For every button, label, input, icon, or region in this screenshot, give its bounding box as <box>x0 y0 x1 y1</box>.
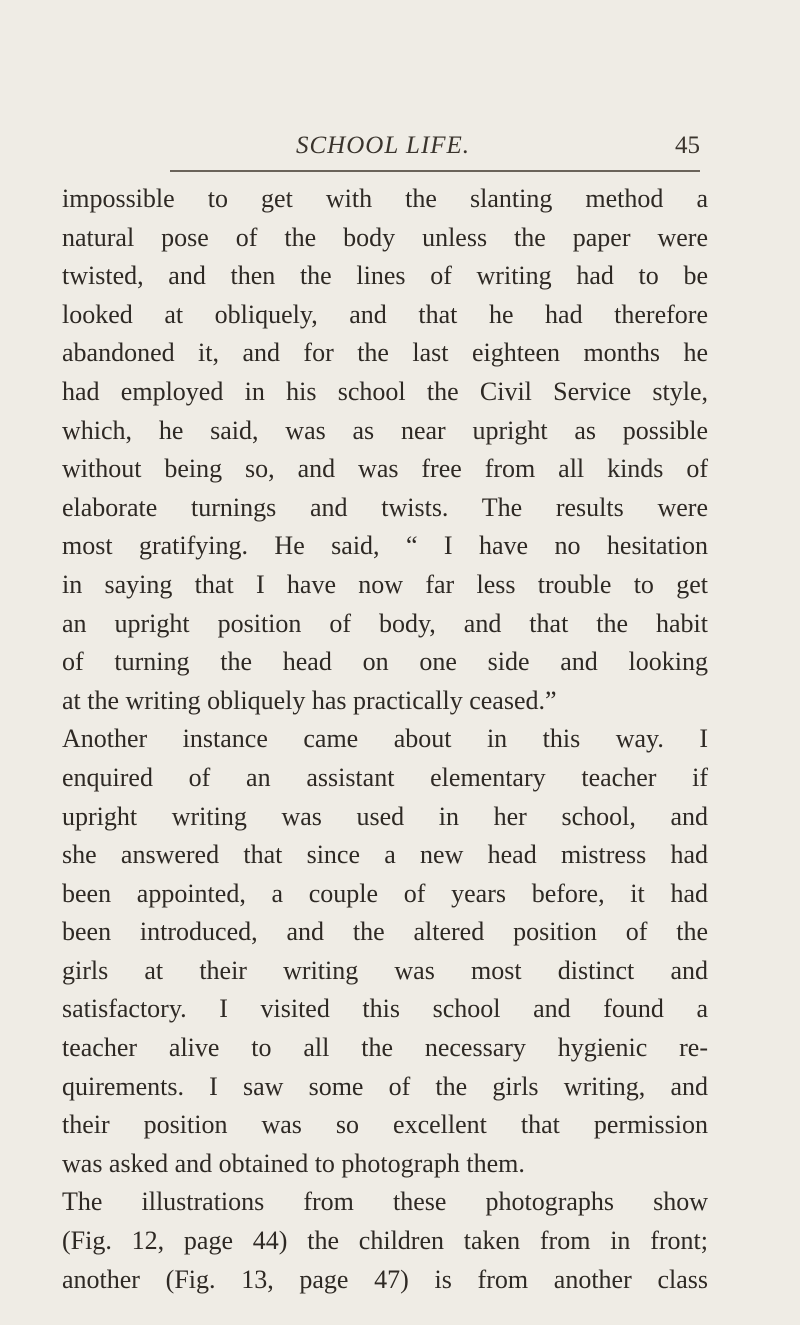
text-line: upright writing was used in her school, and <box>62 801 708 831</box>
text-line: was asked and obtained to photograph them. <box>62 1148 525 1178</box>
text-line: been appointed, a couple of years before, it had <box>62 878 708 908</box>
text-line: their position was so excellent that permission <box>62 1110 708 1140</box>
page-header <box>100 132 700 172</box>
text-line: twisted, and then the lines of writing had to be <box>62 261 708 291</box>
text-line: quirements. I saw some of the girls writing, and <box>62 1071 708 1101</box>
text-line: abandoned it, and for the last eighteen months he <box>62 338 708 368</box>
text-line: had employed in his school the Civil Service style, <box>62 376 708 406</box>
text-line: looked at obliquely, and that he had therefore <box>62 299 708 329</box>
text-line: been introduced, and the altered position of the <box>62 917 708 947</box>
text-line: at the writing obliquely has practically ceased.” <box>62 685 557 715</box>
header-rule <box>170 170 700 172</box>
text-line: girls at their writing was most distinct and <box>62 955 708 985</box>
text-line: she answered that since a new head mistress had <box>62 840 708 870</box>
text-line: impossible to get with the slanting method a <box>62 184 708 213</box>
running-head: SCHOOL LIFE. <box>296 132 471 159</box>
text-line: Another instance came about in this way. I <box>62 724 708 754</box>
text-line: of turning the head on one side and looking <box>62 647 708 677</box>
page-number: 45 <box>675 132 700 159</box>
text-line: elaborate turnings and twists. The results were <box>62 492 708 522</box>
text-line: in saying that I have now far less trouble to get <box>62 569 708 599</box>
text-line: (Fig. 12, page 44) the children taken from in front; <box>62 1226 708 1256</box>
body-text <box>62 180 708 1299</box>
text-line: an upright position of body, and that the habit <box>62 608 708 638</box>
text-line: most gratifying. He said, “ I have no hesitation <box>62 531 708 561</box>
text-line: teacher alive to all the necessary hygienic re- <box>62 1033 708 1063</box>
text-line: without being so, and was free from all kinds of <box>62 454 708 484</box>
text-line: natural pose of the body unless the paper were <box>62 222 708 252</box>
text-line: another (Fig. 13, page 47) is from another class <box>62 1264 708 1294</box>
text-line: satisfactory. I visited this school and found a <box>62 994 708 1024</box>
text-line: The illustrations from these photographs show <box>62 1187 708 1217</box>
text-line: which, he said, was as near upright as possible <box>62 415 708 445</box>
text-line: enquired of an assistant elementary teacher if <box>62 762 708 792</box>
